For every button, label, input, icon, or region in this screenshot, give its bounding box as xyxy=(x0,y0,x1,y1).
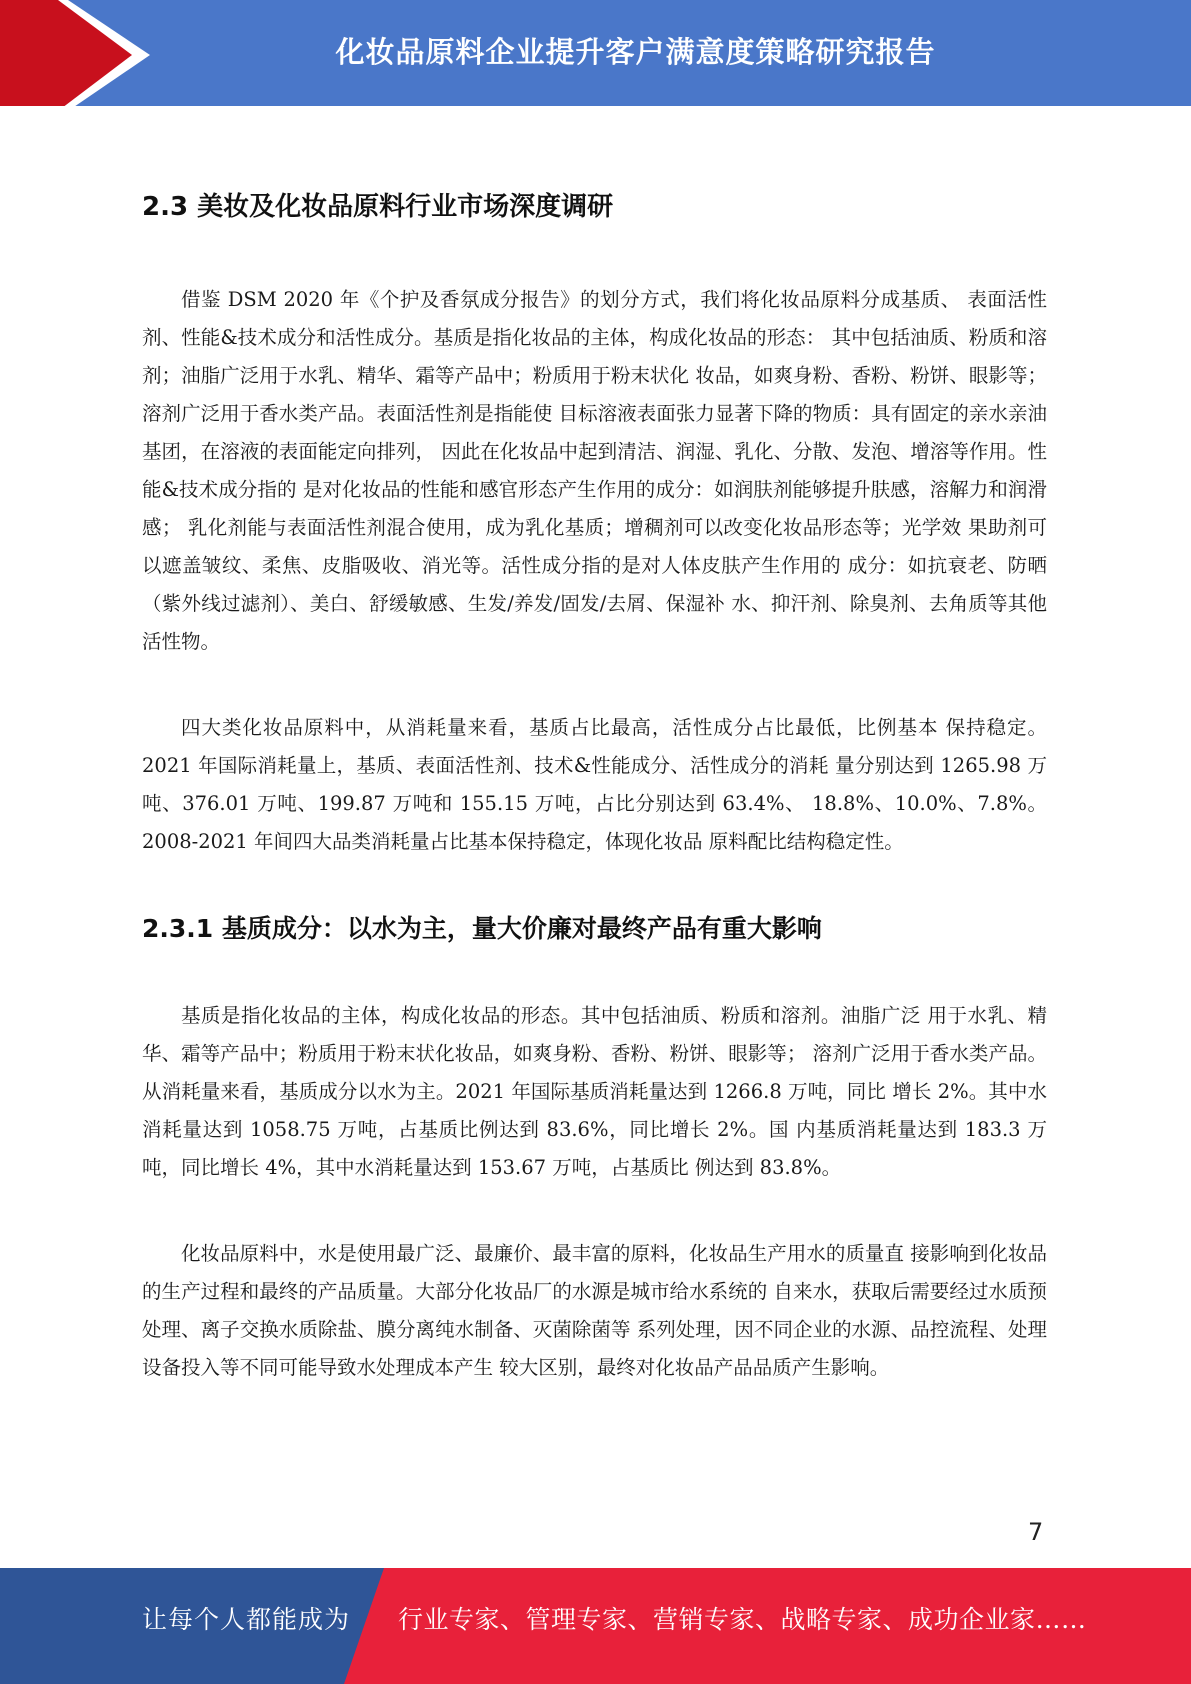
section-paragraph: 借鉴 DSM 2020 年《个护及香氛成分报告》的划分方式，我们将化妆品原料分成基质、 表面活性剂、性能&技术成分和活性成分。基质是指化妆品的主体，构成化妆品的形态： 其中包括油质、粉质和溶剂；油脂广泛用于水乳、精华、霜等产品中；粉质用于粉末状化 妆品，如爽身粉、香粉、粉饼、眼影等；溶剂广泛用于香水类产品。表面活性剂是指能使 目标溶液表面张力显著下降的物质：具有固定的亲水亲油基团，在溶液的表面能定向排列， 因此在化妆品中起到清洁、润湿、乳化、分散、发泡、增溶等作用。性能&技术成分指的 是对化妆品的性能和感官形态产生作用的成分：如润肤剂能够提升肤感，溶解力和润滑感； 乳化剂能与表面活性剂混合使用，成为乳化基质；增稠剂可以改变化妆品形态等；光学效 果助剂可以遮盖皱纹、柔焦、皮脂吸收、消光等。活性成分指的是对人体皮肤产生作用的 成分：如抗衰老、防晒（紫外线过滤剂）、美白、舒缓敏感、生发/养发/固发/去屑、保湿补 水、抑汗剂、除臭剂、去角质等其他活性物。 xyxy=(142,288,1047,653)
section-heading: 2.3 美妆及化妆品原料行业市场深度调研 xyxy=(142,192,614,222)
page-footer xyxy=(0,1568,1191,1684)
page-number: 7 xyxy=(1028,1518,1044,1546)
subsection-paragraph: 化妆品原料中，水是使用最广泛、最廉价、最丰富的原料，化妆品生产用水的质量直 接影响到化妆品的生产过程和最终的产品质量。大部分化妆品厂的水源是城市给水系统的 自来水，获取后需要经过水质预处理、离子交换水质除盐、膜分离纯水制备、灭菌除菌等 系列处理，因不同企业的水源、品控流程、处理设备投入等不同可能导致水处理成本产生 较大区别，最终对化妆品产品品质产生影响。 xyxy=(142,1242,1047,1379)
section-paragraph: 四大类化妆品原料中，从消耗量来看，基质占比最高，活性成分占比最低，比例基本 保持稳定。2021 年国际消耗量上，基质、表面活性剂、技术&性能成分、活性成分的消耗 量分别达到 1265.98 万吨、376.01 万吨、199.87 万吨和 155.15 万吨，占比分别达到 63.4%、 18.8%、10.0%、7.8%。2008-2021 年间四大品类消耗量占比基本保持稳定，体现化妆品 原料配比结构稳定性。 xyxy=(142,716,1047,853)
footer-slogan-left: 让每个人都能成为 xyxy=(142,1605,351,1634)
subsection-heading: 2.3.1 基质成分：以水为主，量大价廉对最终产品有重大影响 xyxy=(142,914,822,943)
document-title: 化妆品原料企业提升客户满意度策略研究报告 xyxy=(335,34,936,69)
page-content xyxy=(142,170,1047,1435)
page-header xyxy=(0,0,1191,111)
subsection-paragraph: 基质是指化妆品的主体，构成化妆品的形态。其中包括油质、粉质和溶剂。油脂广泛 用于水乳、精华、霜等产品中；粉质用于粉末状化妆品，如爽身粉、香粉、粉饼、眼影等； 溶剂广泛用于香水类产品。 从消耗量来看，基质成分以水为主。2021 年国际基质消耗量达到 1266.8 万吨，同比 增长 2%。其中水消耗量达到 1058.75 万吨，占基质比例达到 83.6%，同比增长 2%。国 内基质消耗量达到 183.3 万吨，同比增长 4%，其中水消耗量达到 153.67 万吨，占基质比 例达到 83.8%。 xyxy=(142,1004,1047,1179)
footer-slogan-right: 行业专家、管理专家、营销专家、战略专家、成功企业家…… xyxy=(398,1605,1087,1634)
